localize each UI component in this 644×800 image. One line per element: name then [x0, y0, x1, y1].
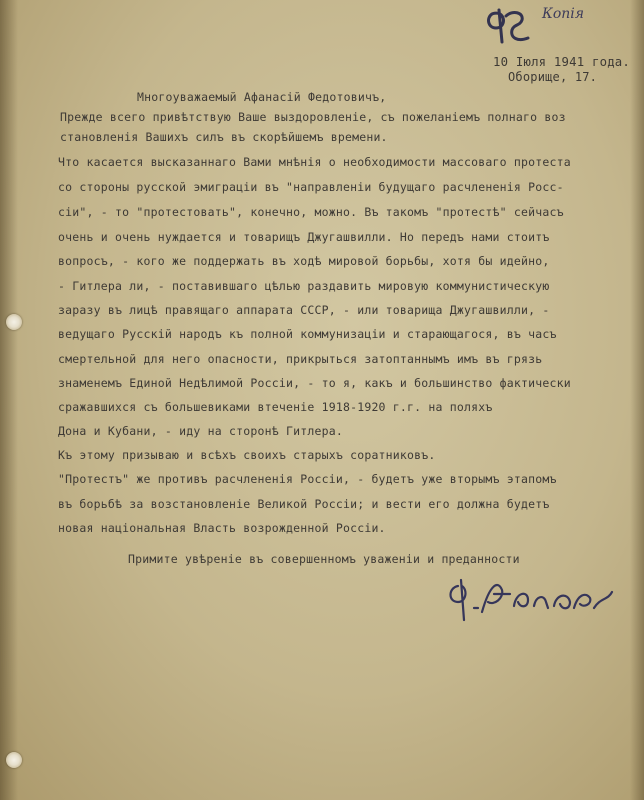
body-line: сіи", - то "протестовать", конечно, можно. Въ такомъ "протестѣ" сейчасъ	[58, 205, 564, 219]
closing-line: Примите увѣреніе въ совершенномъ уваженіи и преданности	[128, 552, 520, 566]
page-edge-shadow-left	[0, 0, 18, 800]
body-line: вопросъ, - кого же поддержать въ ходѣ мировой борьбы, хотя бы идейно,	[58, 254, 550, 268]
body-line: становленія Вашихъ силъ въ скорѣйшемъ времени.	[60, 130, 388, 144]
body-line: Къ этому призываю и всѣхъ своихъ старыхъ соратниковъ.	[58, 448, 436, 462]
handwritten-initial-mark	[484, 4, 534, 48]
body-line: ведущаго Русскій народъ къ полной коммунизаціи и старающагося, въ часъ	[58, 327, 557, 341]
body-line: въ борьбѣ за возстановленіе Великой Россіи; и вести его должна будетъ	[58, 497, 550, 511]
body-line: новая національная Власть возрожденной Россіи.	[58, 521, 386, 535]
body-line: смертельной для него опасности, прикрыться затоптаннымъ имъ въ грязь	[58, 352, 543, 366]
page-edge-shadow-right	[630, 0, 644, 800]
body-line: сражавшихся съ большевиками втеченіе 1918-1920 г.г. на поляхъ	[58, 400, 493, 414]
body-line: Прежде всего привѣтствую Ваше выздоровленіе, съ пожеланіемъ полнаго воз	[60, 110, 566, 124]
letter-date: 10 Іюля 1941 года.	[493, 55, 631, 69]
body-line: заразу въ лицѣ правящаго аппарата СССР, - или товарища Джугашвилли, -	[58, 303, 550, 317]
salutation: Многоуважаемый Афанасій Федотовичъ,	[137, 90, 387, 104]
body-line: Дона и Кубани, - иду на сторонѣ Гитлера.	[58, 424, 343, 438]
body-line: Что касается высказаннаго Вами мнѣнія о необходимости массоваго протеста	[58, 155, 571, 169]
body-line: - Гитлера ли, - поставившаго цѣлью раздавить мировую коммунистическую	[58, 279, 550, 293]
letter-address: Оборище, 17.	[508, 70, 598, 84]
body-line: очень и очень нуждается и товарищъ Джугашвилли. Но передъ нами стоитъ	[58, 230, 550, 244]
copy-mark-text: Копія	[542, 6, 585, 22]
punch-hole-bottom	[6, 752, 22, 768]
handwritten-signature	[444, 572, 619, 628]
body-line: со стороны русской эмиграціи въ "направленіи будущаго расчлененія Росс-	[58, 180, 564, 194]
body-line: "Протестъ" же противъ расчлененія Россіи, - будетъ уже вторымъ этапомъ	[58, 472, 557, 486]
punch-hole-top	[6, 314, 22, 330]
body-line: знаменемъ Единой Недѣлимой Россіи, - то я, какъ и большинство фактически	[58, 376, 571, 390]
